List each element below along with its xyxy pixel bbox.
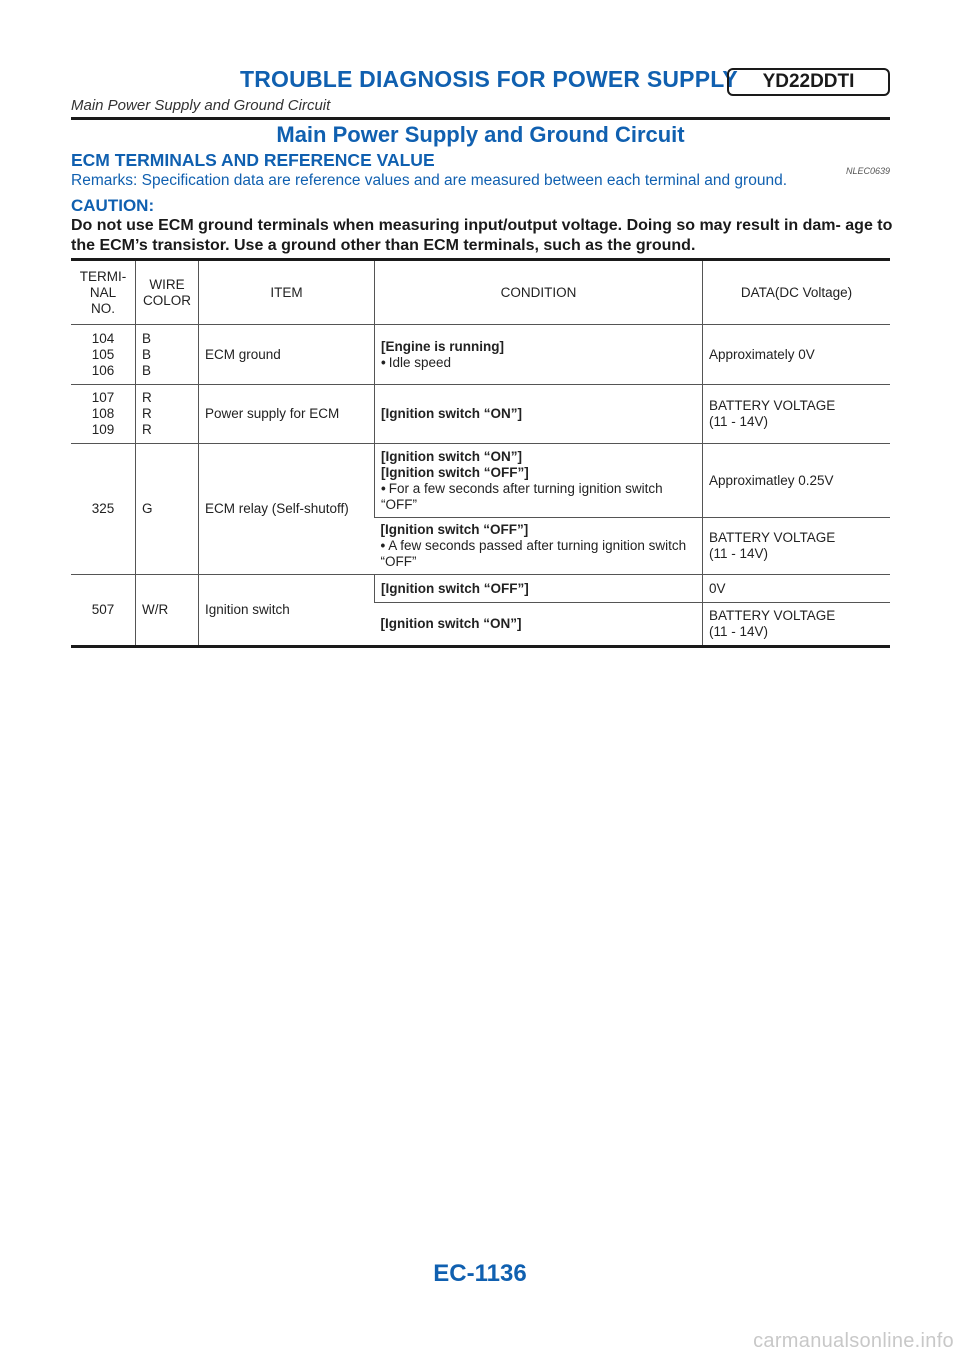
data-cell: BATTERY VOLTAGE (11 - 14V) — [703, 385, 891, 444]
ecm-terminal-table — [71, 258, 890, 648]
table-row — [71, 444, 890, 518]
header-subtitle: Main Power Supply and Ground Circuit — [71, 97, 331, 114]
terminal-cell: 507 — [71, 575, 136, 647]
table-row — [71, 325, 890, 385]
engine-model-badge: YD22DDTI — [727, 68, 890, 96]
watermark: carmanualsonline.info — [753, 1330, 954, 1352]
condition-cell: [Ignition switch “ON”] — [375, 385, 703, 444]
data-cell: BATTERY VOLTAGE (11 - 14V) — [703, 518, 891, 575]
item-cell: ECM ground — [199, 325, 375, 385]
caution-text: Do not use ECM ground terminals when measuring input/output voltage. Doing so may result in dam- age to the ECM’s transistor. Use a ground other than ECM terminals, such as the ground. — [71, 217, 893, 254]
item-cell: Power supply for ECM — [199, 385, 375, 444]
section-title: Main Power Supply and Ground Circuit — [276, 122, 685, 147]
header-terminal-no: TERMI- NAL NO. — [71, 260, 136, 325]
terminal-cell: 325 — [71, 444, 136, 575]
table-row — [71, 385, 890, 444]
caution-label: CAUTION: — [71, 196, 155, 215]
condition-cell: [Ignition switch “OFF”] • A few seconds passed after turning ignition switch “OFF” — [375, 518, 703, 575]
reference-code: NLEC0639 — [845, 166, 890, 176]
table-header-row — [71, 260, 890, 325]
wire-color-cell: B B B — [136, 325, 199, 385]
header-data: DATA(DC Voltage) — [703, 260, 891, 325]
data-cell: 0V — [703, 575, 891, 603]
page-code: EC-1136 — [433, 1260, 527, 1287]
condition-cell: [Ignition switch “OFF”] — [375, 575, 703, 603]
data-cell: BATTERY VOLTAGE (11 - 14V) — [703, 603, 891, 647]
sub-heading: ECM TERMINALS AND REFERENCE VALUE — [71, 150, 435, 170]
wire-color-cell: W/R — [136, 575, 199, 647]
remarks-text: Remarks: Specification data are reference values and are measured between each terminal and ground. — [71, 172, 787, 189]
terminal-cell: 107 108 109 — [71, 385, 136, 444]
item-cell: ECM relay (Self-shutoff) — [199, 444, 375, 575]
table-row — [71, 575, 890, 603]
wire-color-cell: R R R — [136, 385, 199, 444]
header-title: TROUBLE DIAGNOSIS FOR POWER SUPPLY — [240, 66, 738, 92]
item-cell: Ignition switch — [199, 575, 375, 647]
header-divider — [71, 117, 890, 120]
header-item: ITEM — [199, 260, 375, 325]
condition-cell: [Ignition switch “ON”] [Ignition switch “OFF”] • For a few seconds after turning ignition switch “OFF” — [375, 444, 703, 518]
header-condition: CONDITION — [375, 260, 703, 325]
wire-color-cell: G — [136, 444, 199, 575]
header-wire-color: WIRE COLOR — [136, 260, 199, 325]
condition-cell: [Engine is running] • Idle speed — [375, 325, 703, 385]
data-cell: Approximatley 0.25V — [703, 444, 891, 518]
terminal-cell: 104 105 106 — [71, 325, 136, 385]
data-cell: Approximately 0V — [703, 325, 891, 385]
condition-cell: [Ignition switch “ON”] — [375, 603, 703, 647]
